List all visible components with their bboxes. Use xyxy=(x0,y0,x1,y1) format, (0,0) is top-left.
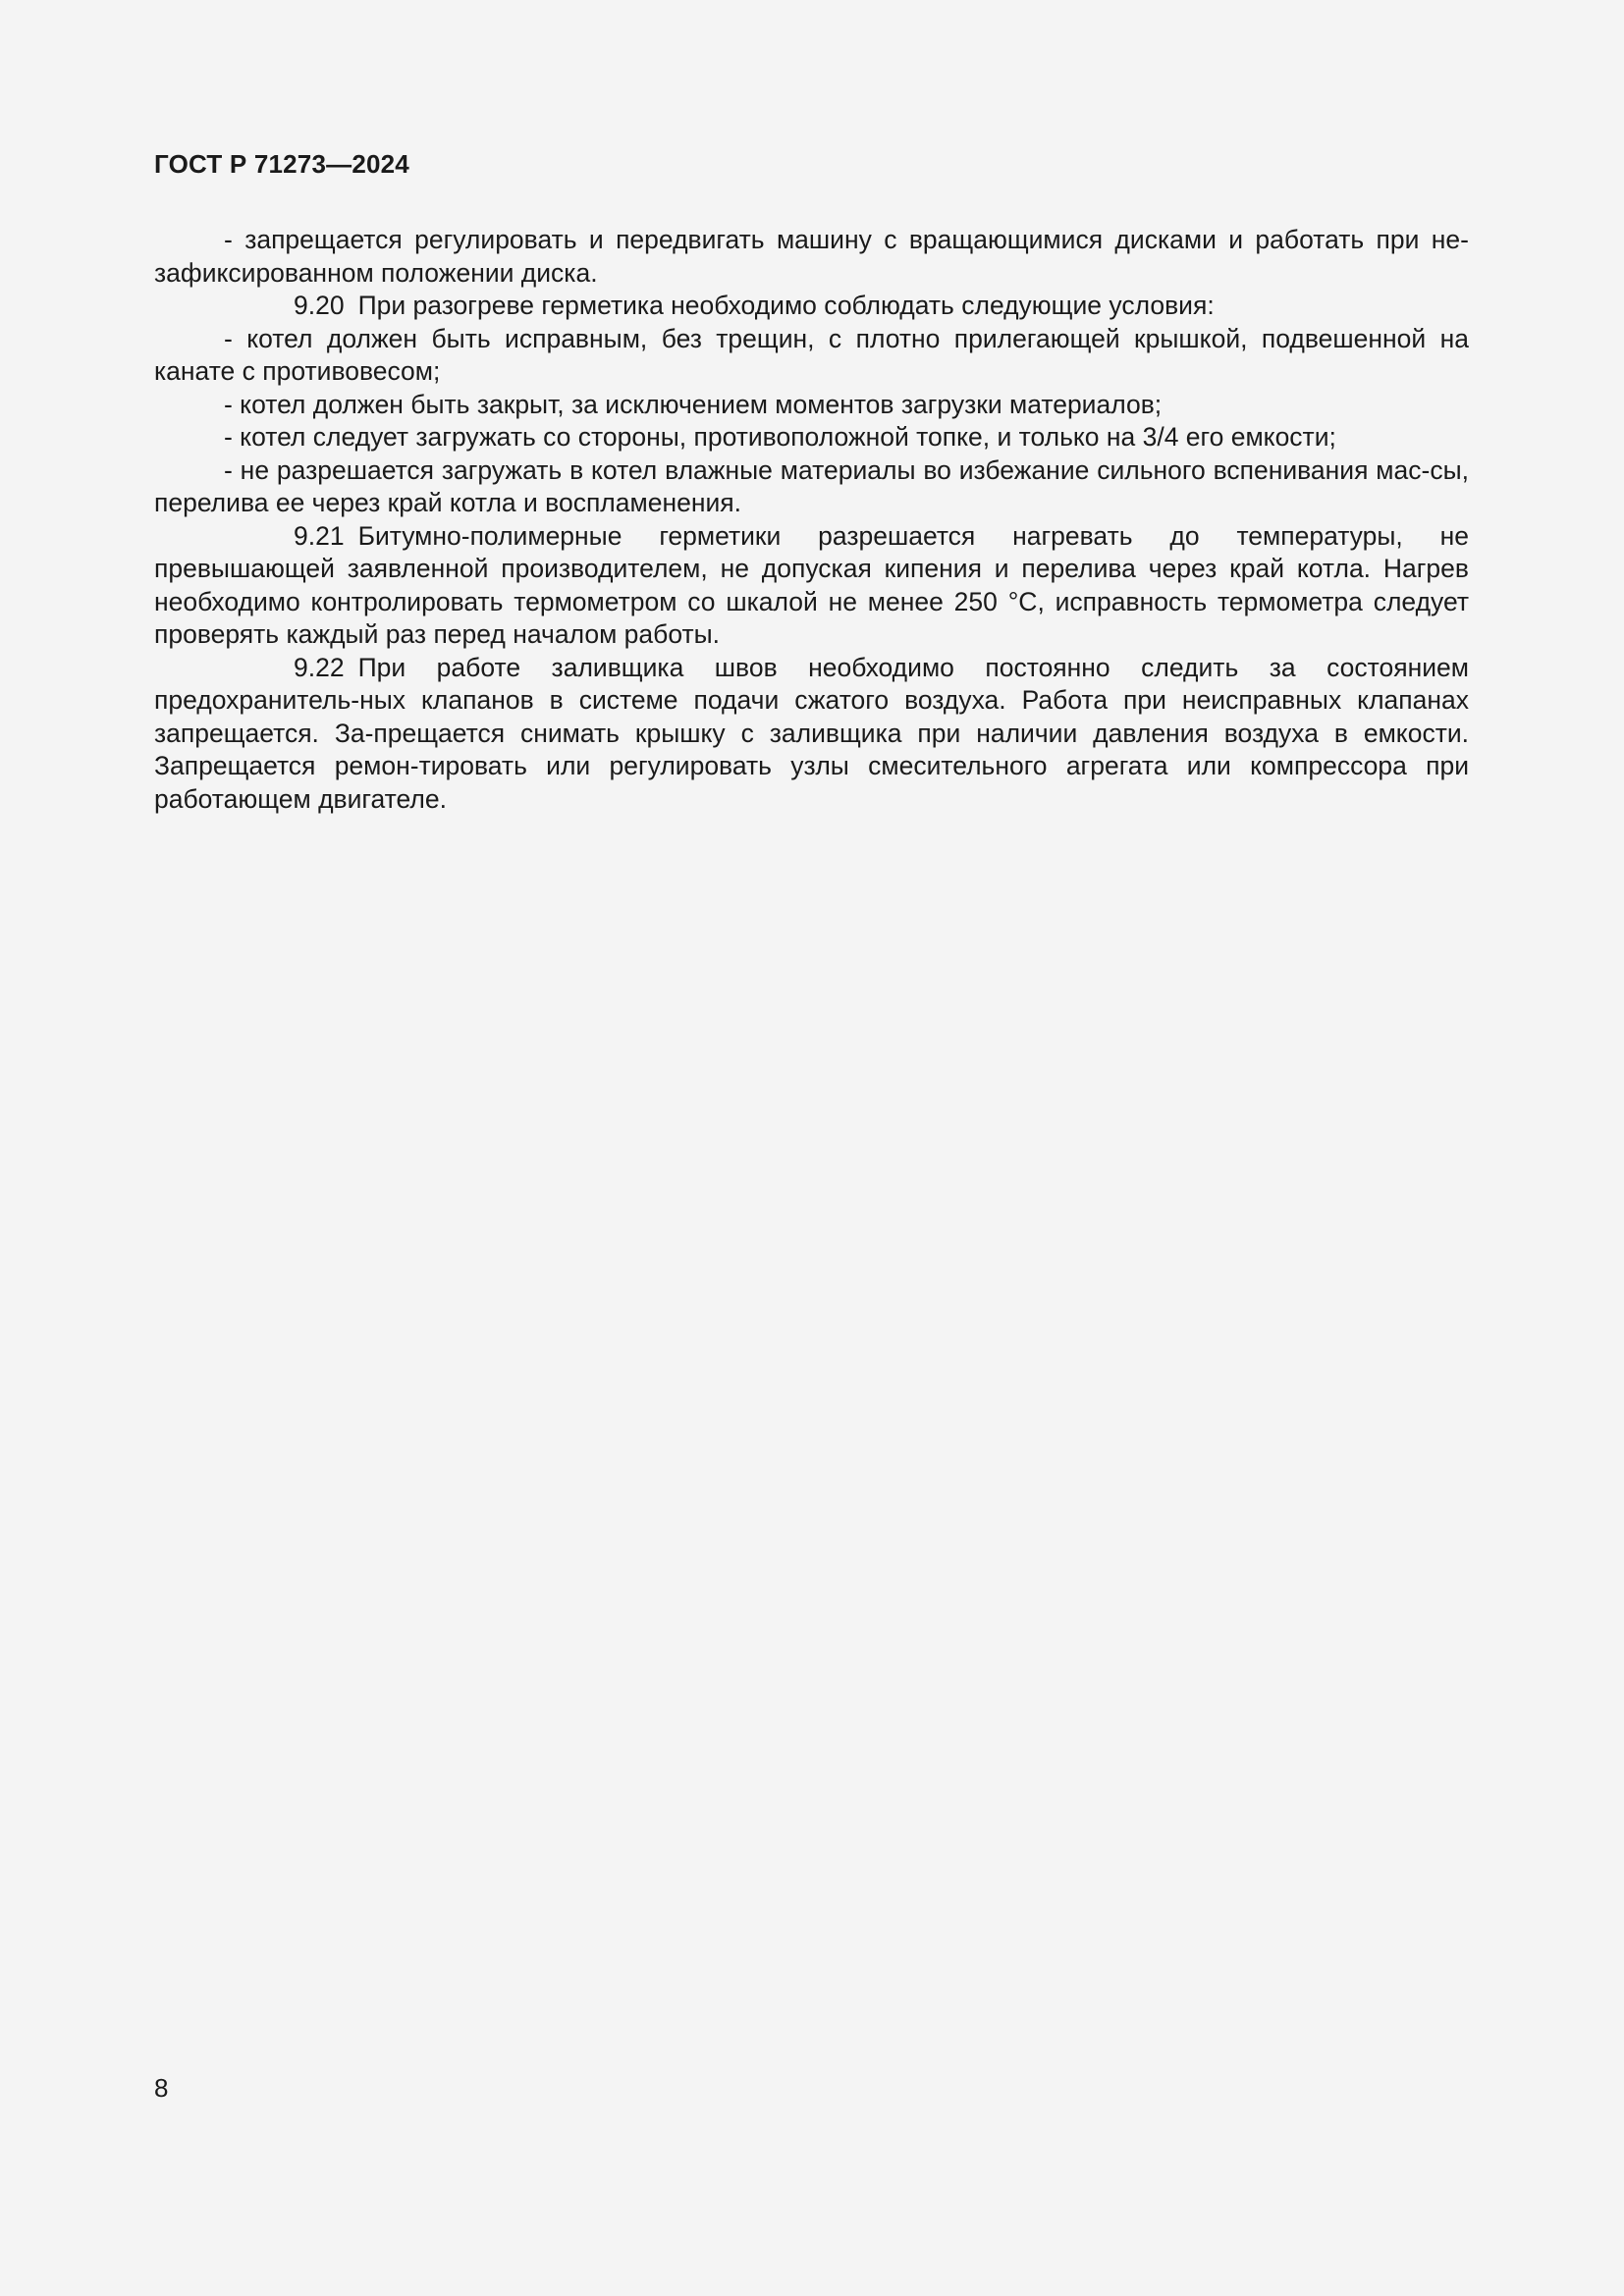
paragraph-text: - не разрешается загружать в котел влажные материалы во избежание сильного вспенивания мас-сы, перелива ее через край котла и воспламенения. xyxy=(154,454,1469,517)
paragraph xyxy=(154,421,1469,454)
paragraph xyxy=(154,323,1469,389)
paragraph xyxy=(154,520,1469,652)
paragraph-text: - котел должен быть исправным, без трещин, с плотно прилегающей крышкой, подвешенной на канате с противовесом; xyxy=(154,323,1469,386)
clause-number: 9.22 xyxy=(294,652,345,682)
paragraph xyxy=(154,224,1469,290)
paragraph-text: - котел должен быть закрыт, за исключением моментов загрузки материалов; xyxy=(224,389,1163,419)
page-number: 8 xyxy=(154,2073,169,2103)
paragraph-text: При работе заливщика швов необходимо постоянно следить за состоянием предохранитель-ных клапанов в системе подачи сжатого воздуха. Работа при неисправных клапанах запрещается. За-прещается снимать крышку с заливщика при наличии давления воздуха в емкости. Запрещается ремон-тировать или регулировать узлы смесительного агрегата или компрессора при работающем двигателе. xyxy=(154,652,1469,814)
clause-number: 9.21 xyxy=(294,520,345,551)
document-header: ГОСТ Р 71273—2024 xyxy=(154,149,409,179)
paragraph-text: Битумно-полимерные герметики разрешается нагревать до температуры, не превышающей заявленной производителем, не допуская кипения и перелива через край котла. Нагрев необходимо контролировать термометром со шкалой не менее 250 °С, исправность термометра следует проверять каждый раз перед началом работы. xyxy=(154,520,1469,649)
paragraph xyxy=(154,290,1469,323)
document-body xyxy=(154,224,1469,816)
paragraph-text: При разогреве герметика необходимо соблюдать следующие условия: xyxy=(357,291,1215,320)
paragraph-text: - запрещается регулировать и передвигать машину с вращающимися дисками и работать при не-зафиксированном положении диска. xyxy=(154,225,1469,288)
paragraph xyxy=(154,389,1469,422)
paragraph xyxy=(154,652,1469,817)
clause-number: 9.20 xyxy=(294,291,345,320)
paragraph xyxy=(154,454,1469,520)
paragraph-text: - котел следует загружать со стороны, противоположной топке, и только на 3/4 его емкости; xyxy=(224,422,1336,452)
